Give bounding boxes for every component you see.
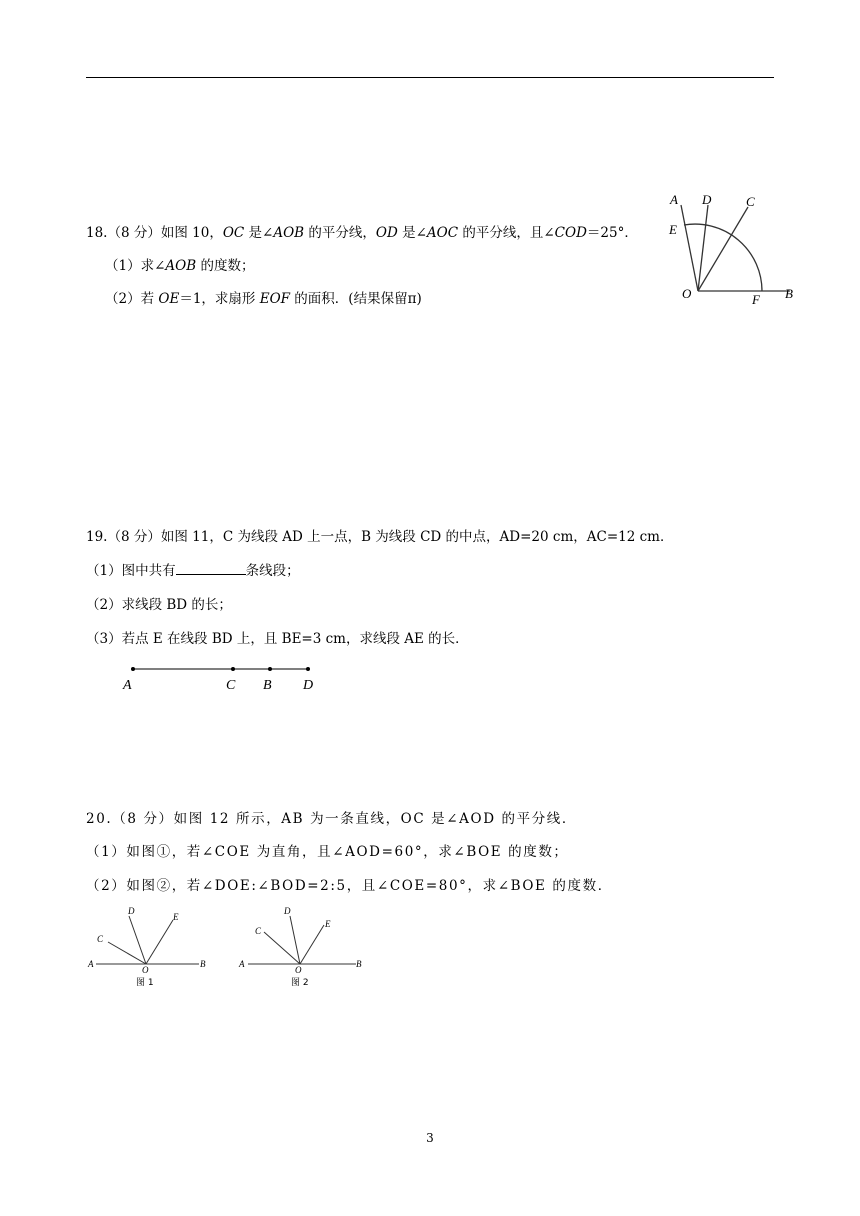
figure-12-2 — [236, 901, 366, 991]
label-C: C — [746, 194, 755, 209]
ray-OD — [698, 205, 708, 291]
label-E: E — [173, 912, 179, 922]
header-rule — [86, 77, 774, 78]
point-B — [268, 667, 272, 671]
figure-10 — [660, 188, 810, 308]
q20-sub2: （2）如图②，若∠DOE:∠BOD=2:5，且∠COE=80°，求∠BOE 的度数． — [86, 878, 613, 894]
label-D: D — [303, 678, 314, 693]
label-C: C — [97, 934, 104, 944]
figure-12-1 — [84, 903, 214, 991]
label-A: A — [123, 678, 132, 693]
page-number: 3 — [426, 1131, 434, 1145]
q18-sub1: （1）求∠AOB 的度数； — [105, 258, 255, 274]
label-O: O — [295, 965, 302, 975]
q19-sub2: （2）求线段 BD 的长； — [86, 597, 232, 613]
ray-OC — [698, 207, 748, 291]
label-D: D — [284, 906, 291, 916]
label-C: C — [226, 678, 236, 693]
label-A: A — [239, 959, 245, 969]
label-E: E — [669, 222, 677, 237]
label-B: B — [263, 678, 272, 693]
label-B: B — [200, 959, 206, 969]
label-A: A — [88, 959, 94, 969]
answer-blank[interactable] — [176, 562, 246, 575]
point-D — [306, 667, 310, 671]
q20-sub1: （1）如图①，若∠COE 为直角，且∠AOD=60°，求∠BOE 的度数； — [86, 844, 569, 860]
label-D: D — [128, 906, 135, 916]
q18-sub2: （2）若 OE＝1，求扇形 EOF 的面积．(结果保留π) — [105, 291, 422, 307]
label-F: F — [752, 292, 760, 307]
label-E: E — [325, 919, 331, 929]
label-D: D — [702, 192, 712, 207]
point-C — [231, 667, 235, 671]
q20-stem: 20.（8 分）如图 12 所示，AB 为一条直线，OC 是∠AOD 的平分线． — [86, 811, 578, 827]
label-O: O — [142, 965, 149, 975]
caption-fig1: 图 1 — [136, 978, 154, 988]
figure-11 — [115, 660, 335, 694]
label-A: A — [670, 192, 678, 207]
q19-sub3: （3）若点 E 在线段 BD 上，且 BE=3 cm，求线段 AE 的长． — [86, 631, 469, 647]
label-C: C — [255, 926, 262, 936]
q19-sub1: （1）图中共有 条线段； — [86, 563, 300, 579]
point-A — [131, 667, 135, 671]
label-O: O — [682, 286, 692, 301]
q18-stem: 18.（8 分）如图 10，OC 是∠AOB 的平分线，OD 是∠AOC 的平分线，且∠COD＝25°． — [86, 225, 638, 241]
label-B: B — [785, 286, 793, 301]
ray-OA — [681, 205, 698, 291]
q19-stem: 19.（8 分）如图 11，C 为线段 AD 上一点，B 为线段 CD 的中点，AD=20 cm，AC=12 cm． — [86, 529, 674, 545]
caption-fig2: 图 2 — [291, 978, 309, 988]
label-B: B — [356, 959, 362, 969]
